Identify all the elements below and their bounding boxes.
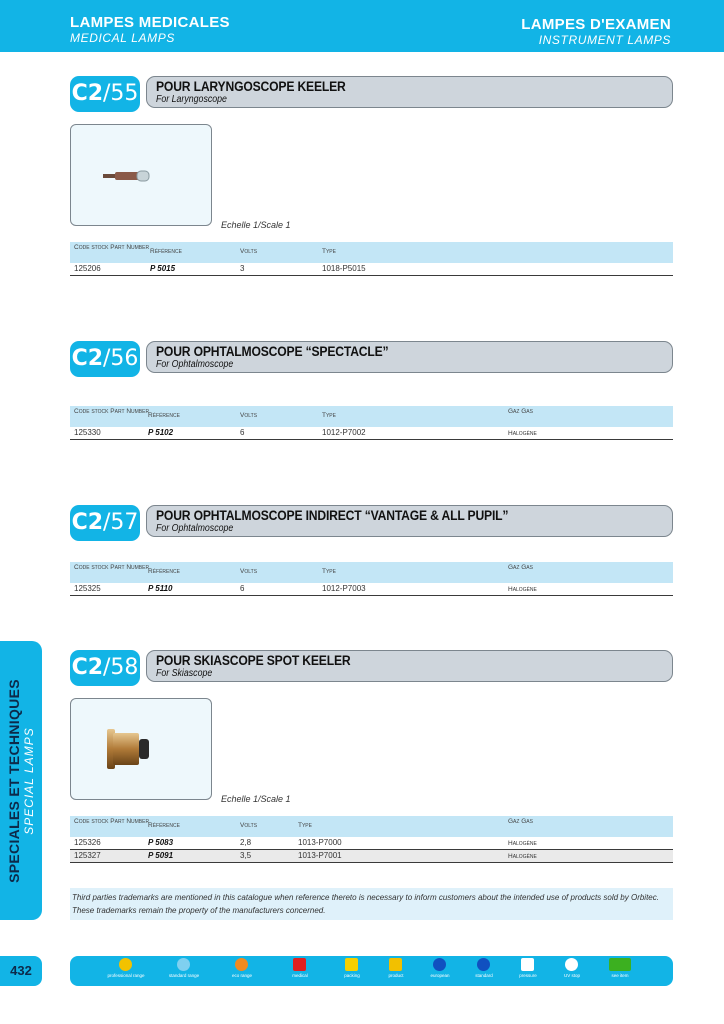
column-header-volts: Volts: [240, 822, 258, 829]
cell-gas: Halogène: [508, 853, 537, 860]
legend-item: [96, 956, 156, 986]
cell-type: 1013-P7000: [298, 838, 342, 847]
column-header-reference: Référence: [150, 248, 182, 255]
section-subtitle: For Laryngoscope: [156, 94, 227, 105]
section-code-badge: [70, 76, 140, 112]
column-header-code: Code stock Part Number: [74, 818, 150, 825]
table-header: [70, 406, 673, 427]
table-row: [70, 850, 673, 863]
scale-note: Echelle 1/Scale 1: [221, 220, 291, 230]
legend-label: european: [430, 973, 450, 978]
column-header-type: Type: [298, 822, 312, 829]
section-title-box: [146, 505, 673, 537]
section-subtitle: For Ophtalmoscope: [156, 523, 234, 534]
table-row: [70, 583, 673, 596]
cell-reference: P 5015: [150, 264, 176, 273]
uv-icon: [565, 958, 578, 971]
star-icon: [433, 958, 446, 971]
lamp-bulb-illustration: [71, 125, 211, 225]
table-header: [70, 242, 673, 263]
legend-label: eco range: [231, 973, 252, 978]
cell-code: 125330: [74, 428, 101, 437]
table-row: [70, 263, 673, 276]
table-row: [70, 837, 673, 850]
header-right: [521, 16, 671, 47]
category-side-label: [6, 679, 36, 883]
column-header-volts: Volts: [240, 248, 258, 255]
code-prefix: C2: [71, 81, 104, 106]
code-prefix: C2: [71, 510, 104, 535]
section-subtitle: For Ophtalmoscope: [156, 359, 234, 370]
cell-gas: Halogène: [508, 840, 537, 847]
gauge-icon: [521, 958, 534, 971]
section-title: POUR OPHTALMOSCOPE “SPECTACLE”: [156, 344, 389, 359]
product-table: [70, 406, 673, 440]
section-title: POUR LARYNGOSCOPE KEELER: [156, 79, 346, 94]
cell-reference: P 5091: [148, 851, 174, 860]
header-left: [70, 14, 230, 45]
cell-reference: P 5102: [148, 428, 174, 437]
table-header: [70, 816, 673, 837]
column-header-gas: Gaz Gas: [508, 408, 533, 415]
cell-code: 125326: [74, 838, 101, 847]
legend-footer: [70, 956, 673, 986]
page-number: 432: [0, 956, 42, 986]
legend-item: [590, 956, 650, 986]
lamp-bulb-illustration: [71, 699, 211, 799]
column-header-reference: Référence: [148, 568, 180, 575]
cell-volts: 3,5: [240, 851, 252, 860]
legend-label: UV stop: [563, 973, 580, 978]
table-header: [70, 562, 673, 583]
column-header-code: Code stock Part Number: [74, 564, 150, 571]
legend-label: medical: [292, 973, 308, 978]
legend-item: [154, 956, 214, 986]
cell-gas: Halogène: [508, 430, 537, 437]
cell-reference: P 5110: [148, 584, 173, 593]
cell-code: 125325: [74, 584, 101, 593]
code-suffix: /55: [103, 81, 139, 106]
trademark-disclaimer: Third parties trademarks are mentioned in this catalogue when reference thereto is necessary to inform customers about the intended use of products sold by Orbitec. These trademarks remain the property of the manufacturers concerned.: [70, 888, 673, 920]
code-suffix: /56: [103, 346, 139, 371]
section-code-badge: [70, 341, 140, 377]
legend-label: standard: [475, 973, 493, 978]
side-tab-subtitle: SPECIAL LAMPS: [22, 727, 36, 835]
code-suffix: /58: [103, 655, 139, 680]
legend-label: see item: [611, 973, 629, 978]
code-suffix: /57: [103, 510, 139, 535]
code-prefix: C2: [71, 346, 104, 371]
section-title-box: [146, 341, 673, 373]
tag-icon: [609, 958, 631, 971]
section-code-badge: [70, 505, 140, 541]
cell-code: 125206: [74, 264, 101, 273]
cell-volts: 2,8: [240, 838, 252, 847]
column-header-volts: Volts: [240, 412, 258, 419]
column-header-reference: Référence: [148, 822, 180, 829]
side-tab-title: SPECIALES ET TECHNIQUES: [6, 679, 22, 883]
cell-type: 1012-P7003: [322, 584, 366, 593]
header-left-subtitle: MEDICAL LAMPS: [70, 31, 175, 45]
cell-code: 125327: [74, 851, 101, 860]
legend-item: [212, 956, 272, 986]
product-table: [70, 816, 673, 863]
lamp-icon: [119, 958, 132, 971]
column-header-type: Type: [322, 568, 336, 575]
column-header-volts: Volts: [240, 568, 258, 575]
product-photo: [70, 698, 212, 800]
cell-volts: 3: [240, 264, 245, 273]
section-code-badge: [70, 650, 140, 686]
bulb-icon: [235, 958, 248, 971]
badge-icon: [293, 958, 306, 971]
legend-label: pressure: [519, 973, 537, 978]
header-right-title: LAMPES D'EXAMEN: [521, 16, 671, 33]
section-subtitle: For Skiascope: [156, 668, 213, 679]
page-header: [0, 0, 724, 52]
section-title-box: [146, 76, 673, 108]
cell-gas: Halogène: [508, 586, 537, 593]
lamp-icon: [177, 958, 190, 971]
section-title: POUR SKIASCOPE SPOT KEELER: [156, 653, 351, 668]
column-header-type: Type: [322, 248, 336, 255]
legend-label: packing: [344, 973, 360, 978]
code-prefix: C2: [71, 655, 104, 680]
section-title-box: [146, 650, 673, 682]
cell-volts: 6: [240, 584, 245, 593]
cell-type: 1012-P7002: [322, 428, 366, 437]
column-header-code: Code stock Part Number: [74, 244, 150, 251]
scale-note: Echelle 1/Scale 1: [221, 794, 291, 804]
product-table: [70, 562, 673, 596]
section-title: POUR OPHTALMOSCOPE INDIRECT “VANTAGE & ALL PUPIL”: [156, 508, 509, 523]
column-header-code: Code stock Part Number: [74, 408, 150, 415]
table-row: [70, 427, 673, 440]
legend-label: professional range: [107, 973, 145, 978]
product-table: [70, 242, 673, 276]
cell-type: 1018-P5015: [322, 264, 366, 273]
column-header-gas: Gaz Gas: [508, 818, 533, 825]
column-header-type: Type: [322, 412, 336, 419]
product-photo: [70, 124, 212, 226]
header-left-title: LAMPES MEDICALES: [70, 14, 230, 31]
globe-icon: [477, 958, 490, 971]
legend-label: product: [388, 973, 404, 978]
legend-item: [270, 956, 330, 986]
header-right-subtitle: INSTRUMENT LAMPS: [538, 33, 671, 47]
column-header-gas: Gaz Gas: [508, 564, 533, 571]
column-header-reference: Référence: [148, 412, 180, 419]
cell-reference: P 5083: [148, 838, 174, 847]
cell-type: 1013-P7001: [298, 851, 342, 860]
box-icon: [345, 958, 358, 971]
legend-label: standard range: [168, 973, 200, 978]
box-icon: [389, 958, 402, 971]
cell-volts: 6: [240, 428, 245, 437]
